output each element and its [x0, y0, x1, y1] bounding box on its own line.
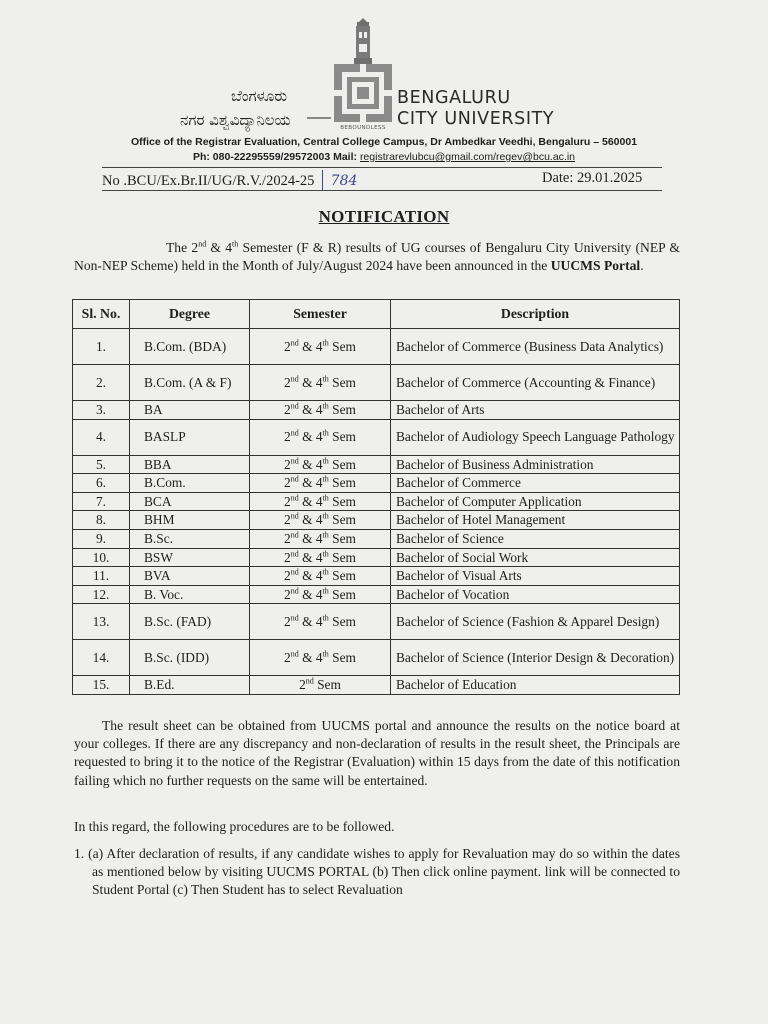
reference-divider	[102, 190, 662, 191]
english-name-line2: CITY UNIVERSITY	[397, 109, 555, 129]
cell-sl-no: 10.	[73, 548, 130, 567]
cell-semester: 2nd & 4th Sem	[250, 640, 391, 676]
cell-degree: BBA	[130, 455, 250, 474]
table-body	[73, 329, 680, 695]
cell-degree: BSW	[130, 548, 250, 567]
cell-semester: 2nd & 4th Sem	[250, 401, 391, 420]
cell-description: Bachelor of Science (Interior Design & Decoration)	[391, 640, 680, 676]
cell-semester: 2nd Sem	[250, 676, 391, 695]
table-row	[73, 401, 680, 420]
header-degree: Degree	[130, 300, 250, 329]
university-logo	[332, 18, 394, 136]
table-row	[73, 548, 680, 567]
cell-semester: 2nd & 4th Sem	[250, 567, 391, 586]
intro-portal-name: UUCMS Portal	[550, 258, 641, 274]
email-links[interactable]: registrarevlubcu@gmail.com/regev@bcu.ac.in	[359, 151, 576, 163]
intro-text-end: .	[640, 258, 644, 274]
cell-degree: B.Sc. (IDD)	[130, 640, 250, 676]
intro-sup-a: nd	[198, 239, 207, 249]
cell-degree: B.Sc. (FAD)	[130, 604, 250, 640]
cell-semester: 2nd & 4th Sem	[250, 419, 391, 455]
table-row	[73, 676, 680, 695]
cell-degree: BCA	[130, 492, 250, 511]
cell-description: Bachelor of Audiology Speech Language Pathology	[391, 419, 680, 455]
cell-sl-no: 12.	[73, 585, 130, 604]
table-row	[73, 640, 680, 676]
logo-caption: BEBOUNDLESS	[340, 125, 386, 131]
intro-sup-b: th	[232, 239, 239, 249]
cell-sl-no: 8.	[73, 511, 130, 530]
results-table	[72, 299, 680, 695]
cell-degree: B.Ed.	[130, 676, 250, 695]
phone-text: Ph: 080-22295559/29572003 Mail:	[192, 151, 358, 163]
cell-description: Bachelor of Vocation	[391, 585, 680, 604]
procedure-item-1: 1. (a) After declaration of results, if any candidate wishes to apply for Revaluation may do so within the dates as mentioned below by visiting UUCMS PORTAL (b) Then click online payment. link will be connected to Student Portal (c) Then Student has to select Revaluation	[74, 846, 680, 898]
cell-degree: B.Sc.	[130, 529, 250, 548]
cell-sl-no: 6.	[73, 474, 130, 493]
table-row	[73, 365, 680, 401]
cell-semester: 2nd & 4th Sem	[250, 529, 391, 548]
table-row	[73, 455, 680, 474]
cell-sl-no: 15.	[73, 676, 130, 695]
kannada-name-line1: ಬೆಂಗಳೂರು	[231, 87, 288, 105]
cell-sl-no: 13.	[73, 604, 130, 640]
cell-degree: B.Com.	[130, 474, 250, 493]
notification-title: NOTIFICATION	[318, 207, 450, 226]
notification-date: Date: 29.01.2025	[542, 170, 643, 186]
cell-semester: 2nd & 4th Sem	[250, 492, 391, 511]
intro-text-a: The 2	[166, 240, 199, 255]
office-address: Office of the Registrar Evaluation, Central College Campus, Dr Ambedkar Veedhi, Bengaluru – 560001	[130, 136, 638, 148]
header-divider	[102, 167, 662, 168]
cell-description: Bachelor of Commerce (Accounting & Finance)	[391, 365, 680, 401]
cell-description: Bachelor of Science (Fashion & Apparel Design)	[391, 604, 680, 640]
cell-degree: BVA	[130, 567, 250, 586]
cell-semester: 2nd & 4th Sem	[250, 548, 391, 567]
cell-description: Bachelor of Commerce	[391, 474, 680, 493]
cell-degree: B.Com. (BDA)	[130, 329, 250, 365]
cell-degree: BASLP	[130, 419, 250, 455]
table-row	[73, 492, 680, 511]
table-row	[73, 511, 680, 530]
cell-description: Bachelor of Education	[391, 676, 680, 695]
table-row	[73, 585, 680, 604]
result-sheet-paragraph: The result sheet can be obtained from UUCMS portal and announce the results on the notice board at your colleges. If there are any discrepancy and non-declaration of results in the result sheet, the Principals are requested to bring it to the notice of the Registrar (Evaluation) within 15 days from the date of this notification failing which no further requests on the same will be entertained.	[74, 718, 680, 788]
cell-semester: 2nd & 4th Sem	[250, 474, 391, 493]
cell-semester: 2nd & 4th Sem	[250, 511, 391, 530]
table-row	[73, 474, 680, 493]
cell-degree: B. Voc.	[130, 585, 250, 604]
table-row	[73, 567, 680, 586]
cell-sl-no: 7.	[73, 492, 130, 511]
header-sl-no: Sl. No.	[73, 300, 130, 329]
cell-description: Bachelor of Arts	[391, 401, 680, 420]
intro-text-post: Semester (F & R) results of UG courses of Bengaluru City University (NEP & Non-NEP Scheme) held in the Month of July/August 2024 have been announced in the	[74, 240, 680, 274]
english-name-line1: BENGALURU	[397, 88, 511, 108]
intro-paragraph	[74, 239, 680, 275]
cell-sl-no: 2.	[73, 365, 130, 401]
reference-number	[102, 170, 357, 190]
cell-sl-no: 11.	[73, 567, 130, 586]
cell-description: Bachelor of Social Work	[391, 548, 680, 567]
cell-degree: BA	[130, 401, 250, 420]
university-logo-icon	[332, 18, 394, 136]
handwritten-number: 784	[330, 173, 358, 189]
cell-sl-no: 5.	[73, 455, 130, 474]
header-description: Description	[391, 300, 680, 329]
table-header-row	[73, 300, 680, 329]
cell-degree: BHM	[130, 511, 250, 530]
header-semester: Semester	[250, 300, 391, 329]
cell-semester: 2nd & 4th Sem	[250, 585, 391, 604]
reference-text: No .BCU/Ex.Br.II/UG/R.V./2024-25	[102, 173, 315, 189]
cell-description: Bachelor of Business Administration	[391, 455, 680, 474]
table-row	[73, 604, 680, 640]
cell-description: Bachelor of Hotel Management	[391, 511, 680, 530]
cell-description: Bachelor of Commerce (Business Data Analytics)	[391, 329, 680, 365]
cell-semester: 2nd & 4th Sem	[250, 604, 391, 640]
cell-semester: 2nd & 4th Sem	[250, 455, 391, 474]
cell-sl-no: 14.	[73, 640, 130, 676]
cell-sl-no: 3.	[73, 401, 130, 420]
cell-sl-no: 4.	[73, 419, 130, 455]
procedure-intro: In this regard, the following procedures are to be followed.	[74, 819, 395, 834]
cell-degree: B.Com. (A & F)	[130, 365, 250, 401]
logo-small-text	[307, 113, 331, 125]
kannada-name-line2: ನಗರ ವಿಶ್ವವಿದ್ಯಾನಿಲಯ	[180, 111, 291, 129]
handwritten-slash	[322, 170, 323, 190]
cell-description: Bachelor of Computer Application	[391, 492, 680, 511]
cell-sl-no: 1.	[73, 329, 130, 365]
table-row	[73, 329, 680, 365]
contact-line	[0, 151, 768, 163]
cell-description: Bachelor of Science	[391, 529, 680, 548]
intro-text-mid: & 4	[206, 240, 233, 255]
cell-semester: 2nd & 4th Sem	[250, 329, 391, 365]
table-row	[73, 529, 680, 548]
table-row	[73, 419, 680, 455]
cell-sl-no: 9.	[73, 529, 130, 548]
cell-semester: 2nd & 4th Sem	[250, 365, 391, 401]
cell-description: Bachelor of Visual Arts	[391, 567, 680, 586]
